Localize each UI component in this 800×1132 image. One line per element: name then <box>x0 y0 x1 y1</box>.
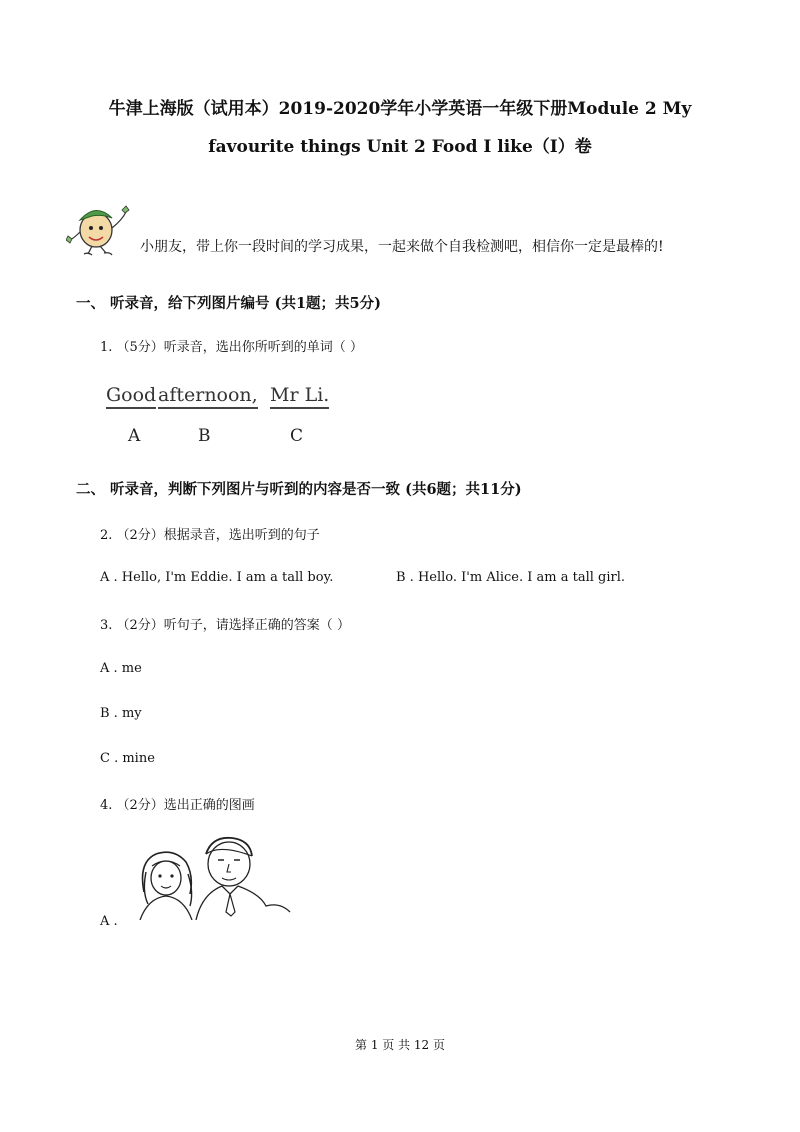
question-3-stem: 3. （2分）听句子，请选择正确的答案（ ） <box>100 618 350 633</box>
title-line-2: favourite things Unit 2 Food I like（I）卷 <box>208 137 592 157</box>
question-2-option-b[interactable]: B . Hello. I'm Alice. I am a tall girl. <box>396 570 626 585</box>
question-3-option-b[interactable]: B . my <box>100 706 142 721</box>
phrase-word-mr-li: Mr Li. <box>270 384 329 409</box>
encouragement-text: 小朋友，带上你一段时间的学习成果，一起来做个自我检测吧，相信你一定是最棒的! <box>140 239 664 255</box>
question-2-stem: 2. （2分）根据录音，选出听到的句子 <box>100 528 320 543</box>
title-line-1: 牛津上海版（试用本）2019-2020学年小学英语一年级下册Module 2 My <box>108 99 692 119</box>
phrase-word-afternoon: afternoon, <box>158 384 258 409</box>
phrase-letter-b: B <box>198 426 211 446</box>
question-2-option-a[interactable]: A . Hello, I'm Eddie. I am a tall boy. <box>100 570 334 585</box>
section-2-heading: 二、 听录音，判断下列图片与听到的内容是否一致 (共6题；共11分) <box>76 481 522 498</box>
girl-and-man-illustration <box>134 832 294 920</box>
question-3-option-c[interactable]: C . mine <box>100 751 155 766</box>
mascot-icon <box>66 200 130 258</box>
phrase-word-good: Good <box>106 384 156 409</box>
phrase-letter-a: A <box>128 426 141 446</box>
section-1-heading: 一、 听录音，给下列图片编号 (共1题；共5分) <box>76 295 381 312</box>
question-1-phrase-image <box>100 384 340 444</box>
phrase-letter-c: C <box>290 426 304 446</box>
page-footer: 第 1 页 共 12 页 <box>355 1038 445 1052</box>
question-4-stem: 4. （2分）选出正确的图画 <box>100 798 255 813</box>
document-title <box>60 90 740 166</box>
question-4-option-a[interactable]: A . <box>100 914 118 929</box>
question-1-stem: 1. （5分）听录音，选出你所听到的单词（ ） <box>100 340 363 355</box>
question-3-option-a[interactable]: A . me <box>100 661 142 676</box>
